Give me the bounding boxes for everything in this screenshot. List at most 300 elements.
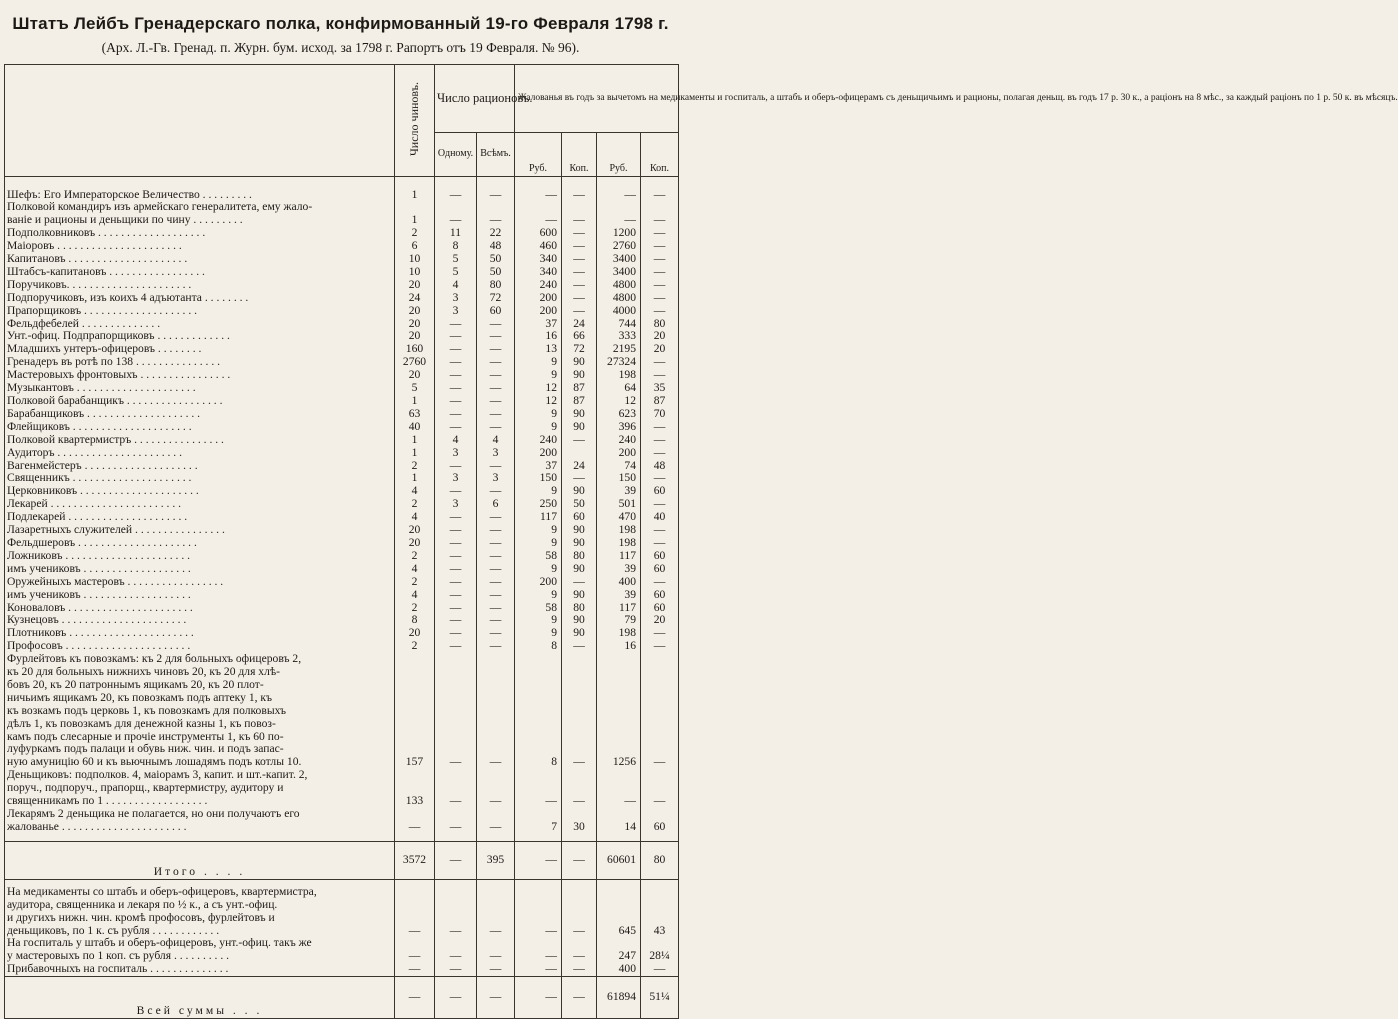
cell-rub-2: 117	[597, 602, 641, 615]
cell-rations-all	[477, 692, 515, 705]
row-label: Фельдшеровъ . . . . . . . . . . . . . . . . . . . . .	[5, 537, 395, 550]
cell-rations-one: —	[435, 627, 477, 640]
cell-kop-1: —	[562, 977, 597, 1019]
cell-rations-one: —	[435, 563, 477, 576]
cell-chinov: 3572	[395, 842, 435, 880]
cell-rub-1: 340	[515, 253, 562, 266]
cell-rations-one: —	[435, 640, 477, 653]
cell-rations-all	[477, 705, 515, 718]
cell-rub-2: 198	[597, 627, 641, 640]
cell-kop-2: 60	[641, 602, 679, 615]
cell-chinov: 133	[395, 795, 435, 808]
cell-kop-2	[641, 912, 679, 925]
row-label: На медикаменты со штабъ и оберъ-офицеровъ, квартермистра,	[5, 886, 395, 899]
row-label: Барабанщиковъ . . . . . . . . . . . . . . . . . . . .	[5, 408, 395, 421]
cell-rations-all: —	[477, 821, 515, 834]
table-row	[5, 834, 679, 842]
table-row	[5, 718, 679, 731]
row-label: Гренадеръ въ ротѣ по 138 . . . . . . . . . . . . . . .	[5, 356, 395, 369]
table-row	[5, 589, 679, 602]
cell-chinov	[395, 666, 435, 679]
row-label: Церковниковъ . . . . . . . . . . . . . . . . . . . . .	[5, 485, 395, 498]
cell-rations-all: —	[477, 537, 515, 550]
cell-chinov: 2	[395, 576, 435, 589]
cell-rub-1: 58	[515, 550, 562, 563]
cell-rub-2: 39	[597, 485, 641, 498]
cell-rations-all: 3	[477, 472, 515, 485]
cell-kop-2: 60	[641, 821, 679, 834]
cell-rub-1	[515, 808, 562, 821]
cell-rub-1: 9	[515, 356, 562, 369]
cell-kop-1: —	[562, 279, 597, 292]
cell-rations-one: 5	[435, 253, 477, 266]
cell-rub-1: —	[515, 950, 562, 963]
row-label: къ 20 для больныхъ нижнихъ чиновъ 20, къ 20 для хлѣ-	[5, 666, 395, 679]
cell-rations-one: —	[435, 925, 477, 938]
cell-kop-2: 20	[641, 343, 679, 356]
cell-kop-1	[562, 692, 597, 705]
cell-kop-1: —	[562, 292, 597, 305]
cell-rations-one: —	[435, 602, 477, 615]
cell-chinov: 1	[395, 447, 435, 460]
cell-rations-one	[435, 808, 477, 821]
cell-rub-1: 9	[515, 485, 562, 498]
cell-rub-2: 16	[597, 640, 641, 653]
cell-kop-2: —	[641, 214, 679, 227]
cell-rations-one: 5	[435, 266, 477, 279]
cell-rub-1: —	[515, 795, 562, 808]
cell-rations-one: —	[435, 356, 477, 369]
cell-chinov: 20	[395, 627, 435, 640]
row-label: бовъ 20, къ 20 патроннымъ ящикамъ 20, къ 20 плот-	[5, 679, 395, 692]
cell-rations-one: 3	[435, 305, 477, 318]
cell-kop-2: —	[641, 640, 679, 653]
cell-kop-1: —	[562, 266, 597, 279]
cell-rations-one: —	[435, 795, 477, 808]
row-label: Прибавочныхъ на госпиталь . . . . . . . . . . . . . .	[5, 963, 395, 976]
cell-kop-2: —	[641, 498, 679, 511]
cell-rub-1: 12	[515, 382, 562, 395]
row-label: Фельдфебелей . . . . . . . . . . . . . .	[5, 318, 395, 331]
cell-kop-1: 30	[562, 821, 597, 834]
table-row	[5, 253, 679, 266]
cell-rations-all: 4	[477, 434, 515, 447]
cell-rations-one	[435, 718, 477, 731]
cell-rations-one: —	[435, 421, 477, 434]
cell-kop-1: 24	[562, 460, 597, 473]
cell-chinov	[395, 886, 435, 899]
cell-kop-1: 90	[562, 356, 597, 369]
cell-kop-2: 40	[641, 511, 679, 524]
cell-rations-all: —	[477, 356, 515, 369]
header-chinov: Число чиновъ.	[395, 65, 435, 177]
cell-rub-2: 39	[597, 589, 641, 602]
cell-chinov	[395, 731, 435, 744]
row-label: Священникъ . . . . . . . . . . . . . . . . . . . . .	[5, 472, 395, 485]
cell-kop-2: 20	[641, 614, 679, 627]
table-row	[5, 550, 679, 563]
cell-rub-2: 3400	[597, 266, 641, 279]
row-label: Поручиковъ. . . . . . . . . . . . . . . . . . . . . .	[5, 279, 395, 292]
table-row	[5, 292, 679, 305]
staff-table	[4, 64, 1398, 1019]
cell-rub-1: 9	[515, 627, 562, 640]
cell-kop-1	[562, 447, 597, 460]
cell-kop-2: —	[641, 795, 679, 808]
cell-kop-2: 48	[641, 460, 679, 473]
cell-rations-one: 11	[435, 227, 477, 240]
cell-rations-one: —	[435, 950, 477, 963]
cell-rations-all: —	[477, 485, 515, 498]
cell-rub-1: 200	[515, 305, 562, 318]
cell-rub-2	[597, 808, 641, 821]
table-row	[5, 705, 679, 718]
cell-chinov: 1	[395, 189, 435, 202]
cell-kop-1: 87	[562, 382, 597, 395]
cell-kop-2: —	[641, 189, 679, 202]
table-row	[5, 899, 679, 912]
cell-kop-2	[641, 808, 679, 821]
cell-rub-1: 200	[515, 576, 562, 589]
row-label: Фурлейтовъ къ повозкамъ: къ 2 для больныхъ офицеровъ 2,	[5, 653, 395, 666]
cell-rations-one: —	[435, 369, 477, 382]
header-odnomu: Одному.	[435, 133, 477, 177]
cell-rations-all	[477, 808, 515, 821]
cell-rub-1	[515, 679, 562, 692]
cell-rations-one	[435, 177, 477, 189]
cell-rations-all: —	[477, 343, 515, 356]
row-label: Мастеровыхъ фронтовыхъ . . . . . . . . . . . . . . . .	[5, 369, 395, 382]
cell-rations-one: —	[435, 524, 477, 537]
cell-rations-all	[477, 653, 515, 666]
cell-kop-1	[562, 718, 597, 731]
cell-rations-all: —	[477, 524, 515, 537]
cell-rations-one: —	[435, 408, 477, 421]
cell-kop-2: —	[641, 576, 679, 589]
cell-rub-1: 150	[515, 472, 562, 485]
header-salary: Жалованья въ годъ за вычетомъ на медикаменты и госпиталь, а штабъ и оберъ-офицерамъ съ деньщичьимъ и рационы, полагая деньщ. въ годъ 17 р. 30 к., а раціонъ на 8 мѣс., за каждый раціонъ по 1 р. 50 к. въ мѣсяцъ.	[515, 65, 679, 133]
table-row	[5, 821, 679, 834]
cell-rub-1: 12	[515, 395, 562, 408]
cell-rub-1	[515, 692, 562, 705]
row-label: жалованье . . . . . . . . . . . . . . . . . . . . . .	[5, 821, 395, 834]
cell-rub-2: 240	[597, 434, 641, 447]
cell-kop-2: —	[641, 240, 679, 253]
table-row	[5, 679, 679, 692]
cell-rations-one	[435, 769, 477, 782]
cell-rations-one	[435, 705, 477, 718]
cell-rations-one: 3	[435, 472, 477, 485]
table-row	[5, 808, 679, 821]
header-rub-2: Руб.	[597, 133, 641, 177]
cell-rations-all: —	[477, 511, 515, 524]
cell-rations-one	[435, 886, 477, 899]
cell-kop-1	[562, 705, 597, 718]
cell-kop-1: —	[562, 240, 597, 253]
cell-rations-one: —	[435, 756, 477, 769]
cell-rations-one: —	[435, 511, 477, 524]
cell-kop-1: 80	[562, 550, 597, 563]
cell-rub-1: 9	[515, 421, 562, 434]
cell-rub-1: 9	[515, 563, 562, 576]
cell-rations-all: 3	[477, 447, 515, 460]
cell-kop-2	[641, 177, 679, 189]
cell-rations-all: —	[477, 408, 515, 421]
cell-kop-1: 90	[562, 563, 597, 576]
cell-rations-one	[435, 679, 477, 692]
cell-rub-2: 74	[597, 460, 641, 473]
cell-chinov: 20	[395, 330, 435, 343]
cell-rub-2	[597, 769, 641, 782]
cell-rub-2: 12	[597, 395, 641, 408]
cell-chinov: 20	[395, 279, 435, 292]
cell-rub-2	[597, 886, 641, 899]
cell-rations-all: —	[477, 576, 515, 589]
table-row	[5, 177, 679, 189]
cell-rub-2: 1200	[597, 227, 641, 240]
cell-kop-1	[562, 834, 597, 842]
cell-chinov: 2	[395, 550, 435, 563]
cell-kop-2	[641, 679, 679, 692]
row-label: Кузнецовъ . . . . . . . . . . . . . . . . . . . . . .	[5, 614, 395, 627]
cell-chinov: 6	[395, 240, 435, 253]
cell-kop-2: 80	[641, 318, 679, 331]
row-label: Лекарей . . . . . . . . . . . . . . . . . . . . . . .	[5, 498, 395, 511]
cell-rations-one	[435, 912, 477, 925]
cell-rations-all: —	[477, 318, 515, 331]
cell-kop-1: —	[562, 842, 597, 880]
cell-rub-1: 8	[515, 756, 562, 769]
cell-kop-1: 90	[562, 589, 597, 602]
cell-chinov: 1	[395, 434, 435, 447]
cell-rub-2: 247	[597, 950, 641, 963]
header-kop-2: Коп.	[641, 133, 679, 177]
cell-chinov: 8	[395, 614, 435, 627]
cell-rub-1: 13	[515, 343, 562, 356]
row-label: Флейщиковъ . . . . . . . . . . . . . . . . . . . . .	[5, 421, 395, 434]
cell-rations-all: —	[477, 756, 515, 769]
cell-chinov: 4	[395, 485, 435, 498]
cell-chinov	[395, 808, 435, 821]
cell-chinov	[395, 653, 435, 666]
cell-rub-2	[597, 705, 641, 718]
cell-chinov	[395, 769, 435, 782]
cell-rations-one: 4	[435, 434, 477, 447]
cell-kop-1: 80	[562, 602, 597, 615]
cell-chinov: 20	[395, 524, 435, 537]
cell-kop-1	[562, 679, 597, 692]
cell-rations-one	[435, 834, 477, 842]
cell-rub-1: 9	[515, 369, 562, 382]
cell-rub-1: 9	[515, 589, 562, 602]
cell-rations-one: 3	[435, 498, 477, 511]
header-rations: Число рационовъ.	[435, 65, 515, 133]
cell-kop-2: —	[641, 627, 679, 640]
cell-chinov: 2	[395, 602, 435, 615]
cell-rations-all: —	[477, 189, 515, 202]
cell-rub-2	[597, 899, 641, 912]
cell-rub-2: 2760	[597, 240, 641, 253]
cell-rations-one: —	[435, 395, 477, 408]
cell-rub-1: 200	[515, 292, 562, 305]
cell-rations-one: —	[435, 576, 477, 589]
row-label: Плотниковъ . . . . . . . . . . . . . . . . . . . . . .	[5, 627, 395, 640]
cell-kop-1	[562, 731, 597, 744]
cell-kop-2: —	[641, 369, 679, 382]
cell-rub-2	[597, 666, 641, 679]
cell-chinov: 20	[395, 305, 435, 318]
cell-rations-all	[477, 886, 515, 899]
cell-rub-2: 198	[597, 524, 641, 537]
cell-kop-2: —	[641, 266, 679, 279]
cell-rations-all: —	[477, 950, 515, 963]
cell-rub-1	[515, 834, 562, 842]
cell-rations-all	[477, 912, 515, 925]
cell-rub-1: —	[515, 214, 562, 227]
cell-chinov: 20	[395, 318, 435, 331]
table-row	[5, 963, 679, 976]
cell-kop-1: 90	[562, 627, 597, 640]
cell-chinov: 1	[395, 395, 435, 408]
row-label	[5, 177, 395, 189]
cell-rub-1: 16	[515, 330, 562, 343]
cell-rations-all	[477, 731, 515, 744]
cell-kop-1: —	[562, 189, 597, 202]
document-subtitle: (Арх. Л.-Гв. Гренад. п. Журн. бум. исход. за 1798 г. Рапортъ отъ 19 Февраля. № 96).	[101, 40, 580, 55]
table-row	[5, 563, 679, 576]
cell-rations-one: —	[435, 614, 477, 627]
cell-rub-2: 400	[597, 963, 641, 976]
cell-rations-all: 22	[477, 227, 515, 240]
cell-kop-2: 60	[641, 563, 679, 576]
cell-kop-2: —	[641, 253, 679, 266]
cell-rub-1: —	[515, 963, 562, 976]
cell-rub-1: 7	[515, 821, 562, 834]
cell-rub-2: 64	[597, 382, 641, 395]
cell-kop-1: —	[562, 925, 597, 938]
cell-rations-all: 50	[477, 266, 515, 279]
cell-rub-1: 200	[515, 447, 562, 460]
cell-rations-one: —	[435, 382, 477, 395]
row-label: и другихъ нижн. чин. кромѣ профосовъ, фурлейтовъ и	[5, 912, 395, 925]
cell-rub-1	[515, 705, 562, 718]
row-label: На госпиталь у штабъ и оберъ-офицеровъ, унт.-офиц. такъ же	[5, 937, 395, 950]
cell-rub-1: 37	[515, 460, 562, 473]
cell-kop-1: 50	[562, 498, 597, 511]
cell-rations-one: —	[435, 963, 477, 976]
cell-rub-2: 470	[597, 511, 641, 524]
cell-rations-all: —	[477, 640, 515, 653]
cell-rations-one: —	[435, 214, 477, 227]
cell-rations-all: —	[477, 214, 515, 227]
cell-kop-1: 72	[562, 343, 597, 356]
cell-rations-all: 6	[477, 498, 515, 511]
cell-rub-2	[597, 679, 641, 692]
cell-kop-1	[562, 899, 597, 912]
cell-chinov: —	[395, 925, 435, 938]
cell-kop-2: 28¼	[641, 950, 679, 963]
cell-rations-all	[477, 177, 515, 189]
cell-kop-2	[641, 692, 679, 705]
cell-chinov: 20	[395, 369, 435, 382]
cell-chinov: 5	[395, 382, 435, 395]
cell-rations-all	[477, 679, 515, 692]
cell-rub-1: 600	[515, 227, 562, 240]
cell-rations-all: —	[477, 563, 515, 576]
cell-rub-2: 396	[597, 421, 641, 434]
cell-chinov: 4	[395, 563, 435, 576]
cell-chinov: 2	[395, 227, 435, 240]
cell-rub-2: 4800	[597, 279, 641, 292]
cell-rations-one: —	[435, 550, 477, 563]
cell-rub-2	[597, 912, 641, 925]
table-row	[5, 408, 679, 421]
cell-rub-1: 8	[515, 640, 562, 653]
cell-chinov: —	[395, 977, 435, 1019]
cell-kop-2: —	[641, 356, 679, 369]
cell-rations-one: —	[435, 189, 477, 202]
row-label: священникамъ по 1 . . . . . . . . . . . . . . . . . .	[5, 795, 395, 808]
row-label: аудитора, священника и лекаря по ½ к., а съ унт.-офиц.	[5, 899, 395, 912]
header-blank	[5, 65, 395, 177]
cell-rations-one	[435, 692, 477, 705]
row-label: имъ учениковъ . . . . . . . . . . . . . . . . . . .	[5, 563, 395, 576]
cell-rub-1: —	[515, 842, 562, 880]
cell-rub-1	[515, 886, 562, 899]
cell-kop-1	[562, 177, 597, 189]
cell-rub-1: 117	[515, 511, 562, 524]
cell-chinov: 2	[395, 498, 435, 511]
cell-chinov: 40	[395, 421, 435, 434]
cell-chinov: 2	[395, 640, 435, 653]
cell-kop-1: 66	[562, 330, 597, 343]
cell-chinov	[395, 899, 435, 912]
cell-kop-1: 90	[562, 408, 597, 421]
cell-kop-1	[562, 653, 597, 666]
cell-chinov: 63	[395, 408, 435, 421]
cell-chinov	[395, 177, 435, 189]
row-label: Подпоручиковъ, изъ коихъ 4 адъютанта . . . . . . . .	[5, 292, 395, 305]
row-label: ваніе и рационы и деньщики по чину . . . . . . . . .	[5, 214, 395, 227]
cell-chinov: 20	[395, 537, 435, 550]
header-vsem: Всѣмъ.	[477, 133, 515, 177]
cell-kop-2: —	[641, 472, 679, 485]
cell-kop-2: —	[641, 963, 679, 976]
cell-rations-one	[435, 899, 477, 912]
cell-rub-1	[515, 177, 562, 189]
table-row	[5, 666, 679, 679]
cell-rations-all: —	[477, 602, 515, 615]
table-row	[5, 692, 679, 705]
cell-kop-2: 35	[641, 382, 679, 395]
cell-rations-all: 80	[477, 279, 515, 292]
row-label: луфуркамъ подъ палаци и обувь ниж. чин. и подъ запас-	[5, 743, 395, 756]
cell-rub-2: 2195	[597, 343, 641, 356]
cell-chinov: 2	[395, 460, 435, 473]
table-row	[5, 279, 679, 292]
cell-kop-2	[641, 653, 679, 666]
row-label: Оружейныхъ мастеровъ . . . . . . . . . . . . . . . . .	[5, 576, 395, 589]
cell-rations-all: —	[477, 460, 515, 473]
cell-chinov: 4	[395, 589, 435, 602]
cell-rub-2: 79	[597, 614, 641, 627]
cell-rub-1: 58	[515, 602, 562, 615]
cell-rations-all: —	[477, 421, 515, 434]
row-label: камъ подъ слесарные и прочіе инструменты 1, къ 60 по-	[5, 731, 395, 744]
table-row	[5, 434, 679, 447]
cell-rub-1: 250	[515, 498, 562, 511]
cell-kop-1	[562, 769, 597, 782]
